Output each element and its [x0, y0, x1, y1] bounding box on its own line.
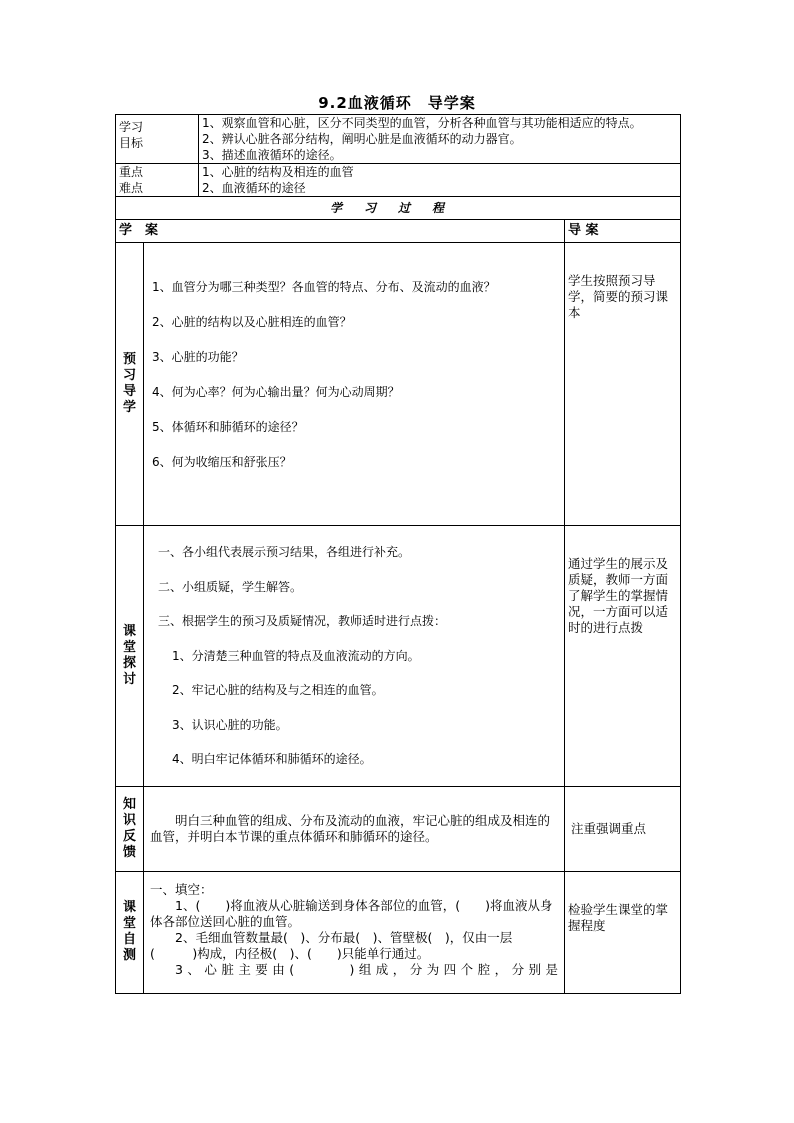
guide-column-header: 导 案 — [565, 220, 681, 243]
selftest-line: 3、心脏主要由( )组成，分为四个腔，分别是 — [175, 961, 559, 977]
preview-guide: 学生按照预习导学，简要的预习课本 — [565, 243, 681, 526]
question-item: 4、何为心率？何为心输出量？何为心动周期？ — [152, 385, 400, 399]
process-header-row — [116, 197, 681, 220]
keypoint-item: 1、心脏的结构及相连的血管 — [202, 165, 354, 179]
discussion-guide: 通过学生的展示及质疑，教师一方面了解学生的掌握情况，一方面可以适时的进行点拨 — [565, 526, 681, 787]
discussion-row — [116, 526, 681, 787]
feedback-text: 明白三种血管的组成、分布及流动的血液，牢记心脏的组成及相连的血管，并明白本节课的重点体循环和肺循环的途径。 — [144, 786, 565, 871]
discussion-item: 1、分清楚三种血管的特点及血液流动的方向。 — [172, 648, 420, 663]
selftest-line: 2、毛细血管数量最( )、分布最( )、管壁极( )，仅由一层( )构成，内径极( )、( )只能单行通过。 — [150, 929, 513, 961]
question-item: 5、体循环和肺循环的途径？ — [152, 420, 304, 434]
selftest-line: 1、( )将血液从心脏输送到身体各部位的血管，( )将血液从身体各部位送回心脏的血管。 — [150, 897, 553, 929]
feedback-row — [116, 786, 681, 871]
keypoints-label: 重点 难点 — [116, 164, 199, 197]
discussion-item: 三、根据学生的预习及质疑情况，教师适时进行点拨： — [158, 614, 447, 628]
discussion-item: 3、认识心脏的功能。 — [172, 717, 288, 732]
keypoint-item: 2、血液循环的途径 — [202, 181, 306, 195]
objective-item: 3、描述血液循环的途径。 — [202, 148, 342, 162]
page-title: 9.2血液循环 导学案 — [318, 94, 476, 112]
keypoints-row — [116, 164, 681, 197]
lesson-table — [115, 114, 681, 994]
discussion-label: 课 堂 探 讨 — [116, 526, 144, 787]
objective-item: 2、辨认心脏各部分结构，阐明心脏是血液循环的动力器官。 — [202, 132, 522, 146]
question-item: 1、血管分为哪三种类型？各血管的特点、分布、及流动的血液？ — [152, 280, 496, 294]
discussion-item: 一、各小组代表展示预习结果，各组进行补充。 — [158, 545, 411, 559]
question-item: 3、心脏的功能？ — [152, 350, 244, 364]
selftest-label: 课 堂 自 测 — [116, 871, 144, 993]
discussion-item: 二、小组质疑，学生解答。 — [158, 579, 303, 594]
objective-item: 1、观察血管和心脏，区分不同类型的血管，分析各种血管与其功能相适应的特点。 — [202, 116, 642, 130]
feedback-guide: 注重强调重点 — [565, 786, 681, 871]
column-header-row — [116, 220, 681, 243]
preview-row — [116, 243, 681, 526]
objectives-content — [199, 115, 681, 164]
preview-label: 预 习 导 学 — [116, 243, 144, 526]
selftest-heading: 一、填空： — [150, 881, 213, 897]
selftest-guide: 检验学生课堂的掌握程度 — [565, 871, 681, 993]
discussion-items — [144, 526, 565, 787]
process-header: 学习过程 — [116, 197, 681, 220]
selftest-row — [116, 871, 681, 993]
objectives-label: 学习 目标 — [116, 115, 199, 164]
objectives-row — [116, 115, 681, 164]
discussion-item: 2、牢记心脏的结构及与之相连的血管。 — [172, 683, 384, 697]
preview-questions — [144, 243, 565, 526]
keypoints-content — [199, 164, 681, 197]
feedback-label: 知 识 反 馈 — [116, 786, 144, 871]
study-column-header: 学 案 — [116, 220, 565, 243]
question-item: 6、何为收缩压和舒张压？ — [152, 455, 292, 469]
selftest-content — [144, 871, 565, 993]
question-item: 2、心脏的结构以及心脏相连的血管？ — [152, 315, 352, 329]
discussion-item: 4、明白牢记体循环和肺循环的途径。 — [172, 752, 372, 766]
